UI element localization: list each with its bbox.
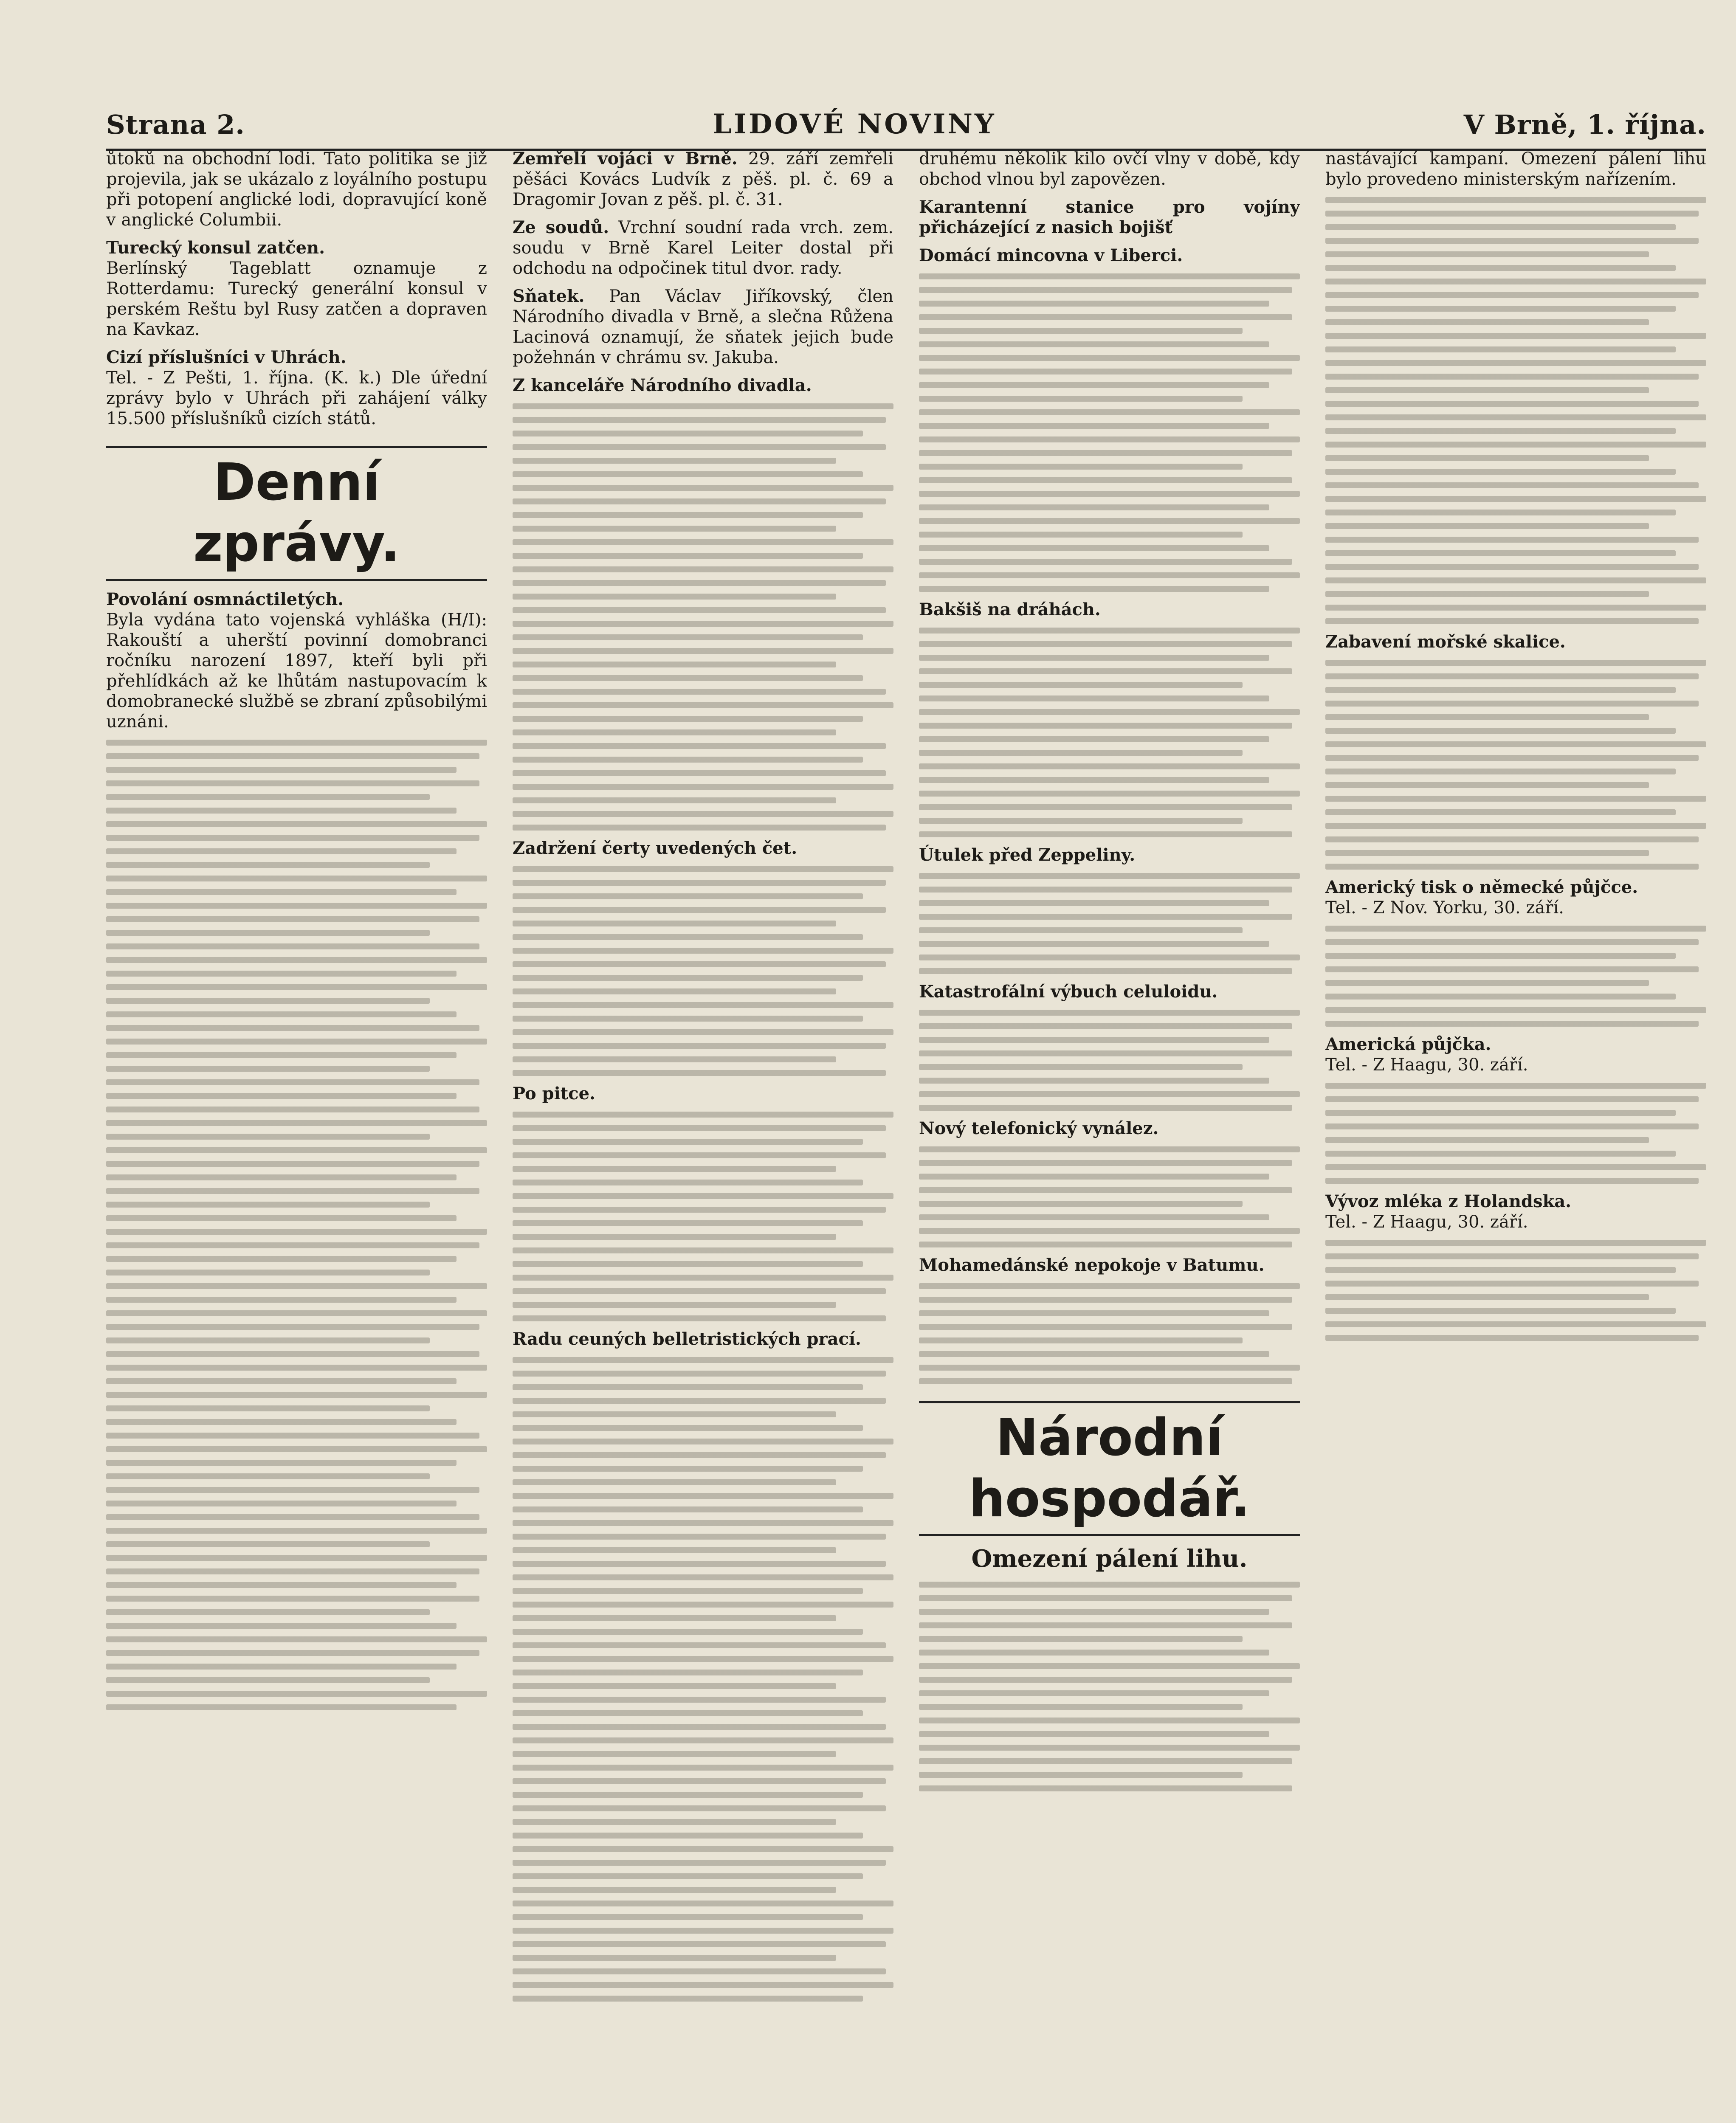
souda-text: Vrchní soudní rada vrch. zem. soudu v Brně Karel Leiter dostal při odchodu na odpočinek titul dvor. rady. bbox=[513, 218, 893, 278]
body-text bbox=[919, 873, 1300, 974]
article-vynalez bbox=[919, 1118, 1300, 1139]
article-zadrzeni bbox=[513, 838, 893, 859]
turecky-text: Berlínský Tageblatt oznamuje z Rotterdamu: Turecký generální konsul v perském Reštu byl Rusy zatčen a dopraven na Kavkaz. bbox=[106, 259, 487, 339]
newspaper-title: LIDOVÉ NOVINY bbox=[712, 108, 996, 140]
section-heading-narodni: Národní hospodář. bbox=[919, 1401, 1300, 1536]
article-cizi bbox=[106, 347, 487, 429]
body-text bbox=[513, 1357, 893, 2002]
body-text bbox=[1325, 1083, 1706, 1184]
column-2 bbox=[513, 149, 893, 2123]
page-number: Strana 2. bbox=[106, 109, 245, 140]
article-zeppelin bbox=[919, 845, 1300, 865]
zabaveni-title: Zabavení mořské skalice. bbox=[1325, 632, 1566, 652]
article-turecky bbox=[106, 238, 487, 340]
column-3 bbox=[919, 149, 1300, 2123]
povolani-text: Byla vydána tato vojenská vyhláška (H/I): Rakouští a uherští povinní domobranci ročníku narození 1897, kteří byli při přehlídkách až ke lhůtám nastupovacím k domobranecké službě se zbraní způsobilými uznáni. bbox=[106, 610, 487, 732]
body-text bbox=[919, 1010, 1300, 1111]
zemreli-text: 29. září zemřeli pěšáci Kovács Ludvík z pěš. pl. č. 69 a Dragomir Jovan z pěš. pl. č. 31. bbox=[513, 149, 893, 209]
article-vyvoz bbox=[1325, 1191, 1706, 1232]
zemreli-title: Zemřelí vojáci v Brně. bbox=[513, 149, 738, 169]
zeppelin-title: Útulek před Zeppeliny. bbox=[919, 845, 1136, 865]
article-top bbox=[1325, 149, 1706, 189]
article-top bbox=[919, 149, 1300, 189]
article-katastrofa bbox=[919, 982, 1300, 1002]
vyvoz-sub: Tel. - Z Haagu, 30. září. bbox=[1325, 1212, 1528, 1232]
vynalez-title: Nový telefonický vynález. bbox=[919, 1118, 1159, 1138]
article-zemreli bbox=[513, 149, 893, 210]
article-opening bbox=[106, 149, 487, 230]
turecky-title: Turecký konsul zatčen. bbox=[106, 238, 325, 258]
snatek-text: Pan Václav Jiříkovský, člen Národního divadla v Brně, a slečna Růžena Lacinová oznamují, že sňatek jejich bude požehnán v chrámu sv. Jakuba. bbox=[513, 287, 893, 367]
body-text bbox=[919, 1146, 1300, 1247]
top-text: druhému několik kilo ovčí vlny v době, kdy obchod vlnou byl zapovězen. bbox=[919, 149, 1300, 189]
body-text bbox=[919, 1582, 1300, 1791]
snatek-title: Sňatek. bbox=[513, 286, 585, 306]
baksis-title: Bakšiš na dráhách. bbox=[919, 600, 1101, 619]
article-povolani bbox=[106, 589, 487, 732]
columns bbox=[106, 149, 1706, 2123]
article-mincovna bbox=[919, 245, 1300, 266]
beletrie-title: Radu ceuných belletristických prací. bbox=[513, 1329, 861, 1349]
body-text bbox=[513, 1112, 893, 1321]
article-beletrie bbox=[513, 1329, 893, 1349]
masthead bbox=[106, 76, 1706, 151]
body-text bbox=[919, 628, 1300, 837]
americky-title: Americký tisk o německé půjčce. bbox=[1325, 877, 1638, 897]
article-pitce bbox=[513, 1084, 893, 1104]
vyvoz-title: Vývoz mléka z Holandska. bbox=[1325, 1191, 1572, 1211]
article-kancelar bbox=[513, 375, 893, 396]
article-pujcka bbox=[1325, 1034, 1706, 1075]
body-text bbox=[1325, 926, 1706, 1027]
karantena-title: Karantenní stanice pro vojíny přicházející z nasich bojišť bbox=[919, 197, 1300, 237]
cizi-text: Tel. - Z Pešti, 1. října. (K. k.) Dle úřední zprávy bylo v Uhrách při zahájení války 15.500 příslušníků cizích států. bbox=[106, 368, 487, 428]
zadrzeni-title: Zadržení čerty uvedených čet. bbox=[513, 838, 798, 858]
pitce-title: Po pitce. bbox=[513, 1084, 595, 1104]
souda-title: Ze soudů. bbox=[513, 217, 609, 237]
section-subheading: Omezení pálení lihu. bbox=[971, 1545, 1248, 1573]
body-text bbox=[1325, 660, 1706, 870]
katastrofa-title: Katastrofální výbuch celuloidu. bbox=[919, 982, 1218, 1002]
body-text bbox=[513, 866, 893, 1076]
column-1 bbox=[106, 149, 487, 2123]
opening-text: ůtoků na obchodní lodi. Tato politika se již projevila, jak se ukázalo z loyálního postupu při potopení anglické lodi, dopravující koně v anglické Columbii. bbox=[106, 149, 487, 230]
mincovna-title: Domácí mincovna v Liberci. bbox=[919, 245, 1183, 265]
pujcka-title: Americká půjčka. bbox=[1325, 1034, 1491, 1054]
article-snatek bbox=[513, 286, 893, 368]
article-mohamed bbox=[919, 1255, 1300, 1275]
article-baksis bbox=[919, 600, 1300, 620]
mohamed-title: Mohamedánské nepokoje v Batumu. bbox=[919, 1255, 1265, 1275]
body-text bbox=[919, 1283, 1300, 1384]
article-karantena bbox=[919, 197, 1300, 238]
article-americky bbox=[1325, 877, 1706, 918]
article-souda bbox=[513, 217, 893, 279]
body-text bbox=[1325, 1240, 1706, 1341]
top-text: nastávající kampaní. Omezení pálení lihu bylo provedeno ministerským nařízením. bbox=[1325, 149, 1706, 189]
pujcka-sub: Tel. - Z Haagu, 30. září. bbox=[1325, 1055, 1528, 1075]
body-text bbox=[919, 273, 1300, 592]
povolani-title: Povolání osmnáctiletých. bbox=[106, 589, 344, 609]
body-text bbox=[106, 740, 487, 1710]
americky-sub: Tel. - Z Nov. Yorku, 30. září. bbox=[1325, 898, 1564, 918]
section-heading-denni: Denní zprávy. bbox=[106, 446, 487, 581]
kancelar-title: Z kanceláře Národního divadla. bbox=[513, 375, 812, 395]
date-line: V Brně, 1. října. bbox=[1463, 109, 1706, 140]
article-zabaveni bbox=[1325, 632, 1706, 652]
body-text bbox=[1325, 197, 1706, 624]
column-4 bbox=[1325, 149, 1706, 2123]
cizi-title: Cizí příslušníci v Uhrách. bbox=[106, 347, 347, 367]
body-text bbox=[513, 403, 893, 831]
